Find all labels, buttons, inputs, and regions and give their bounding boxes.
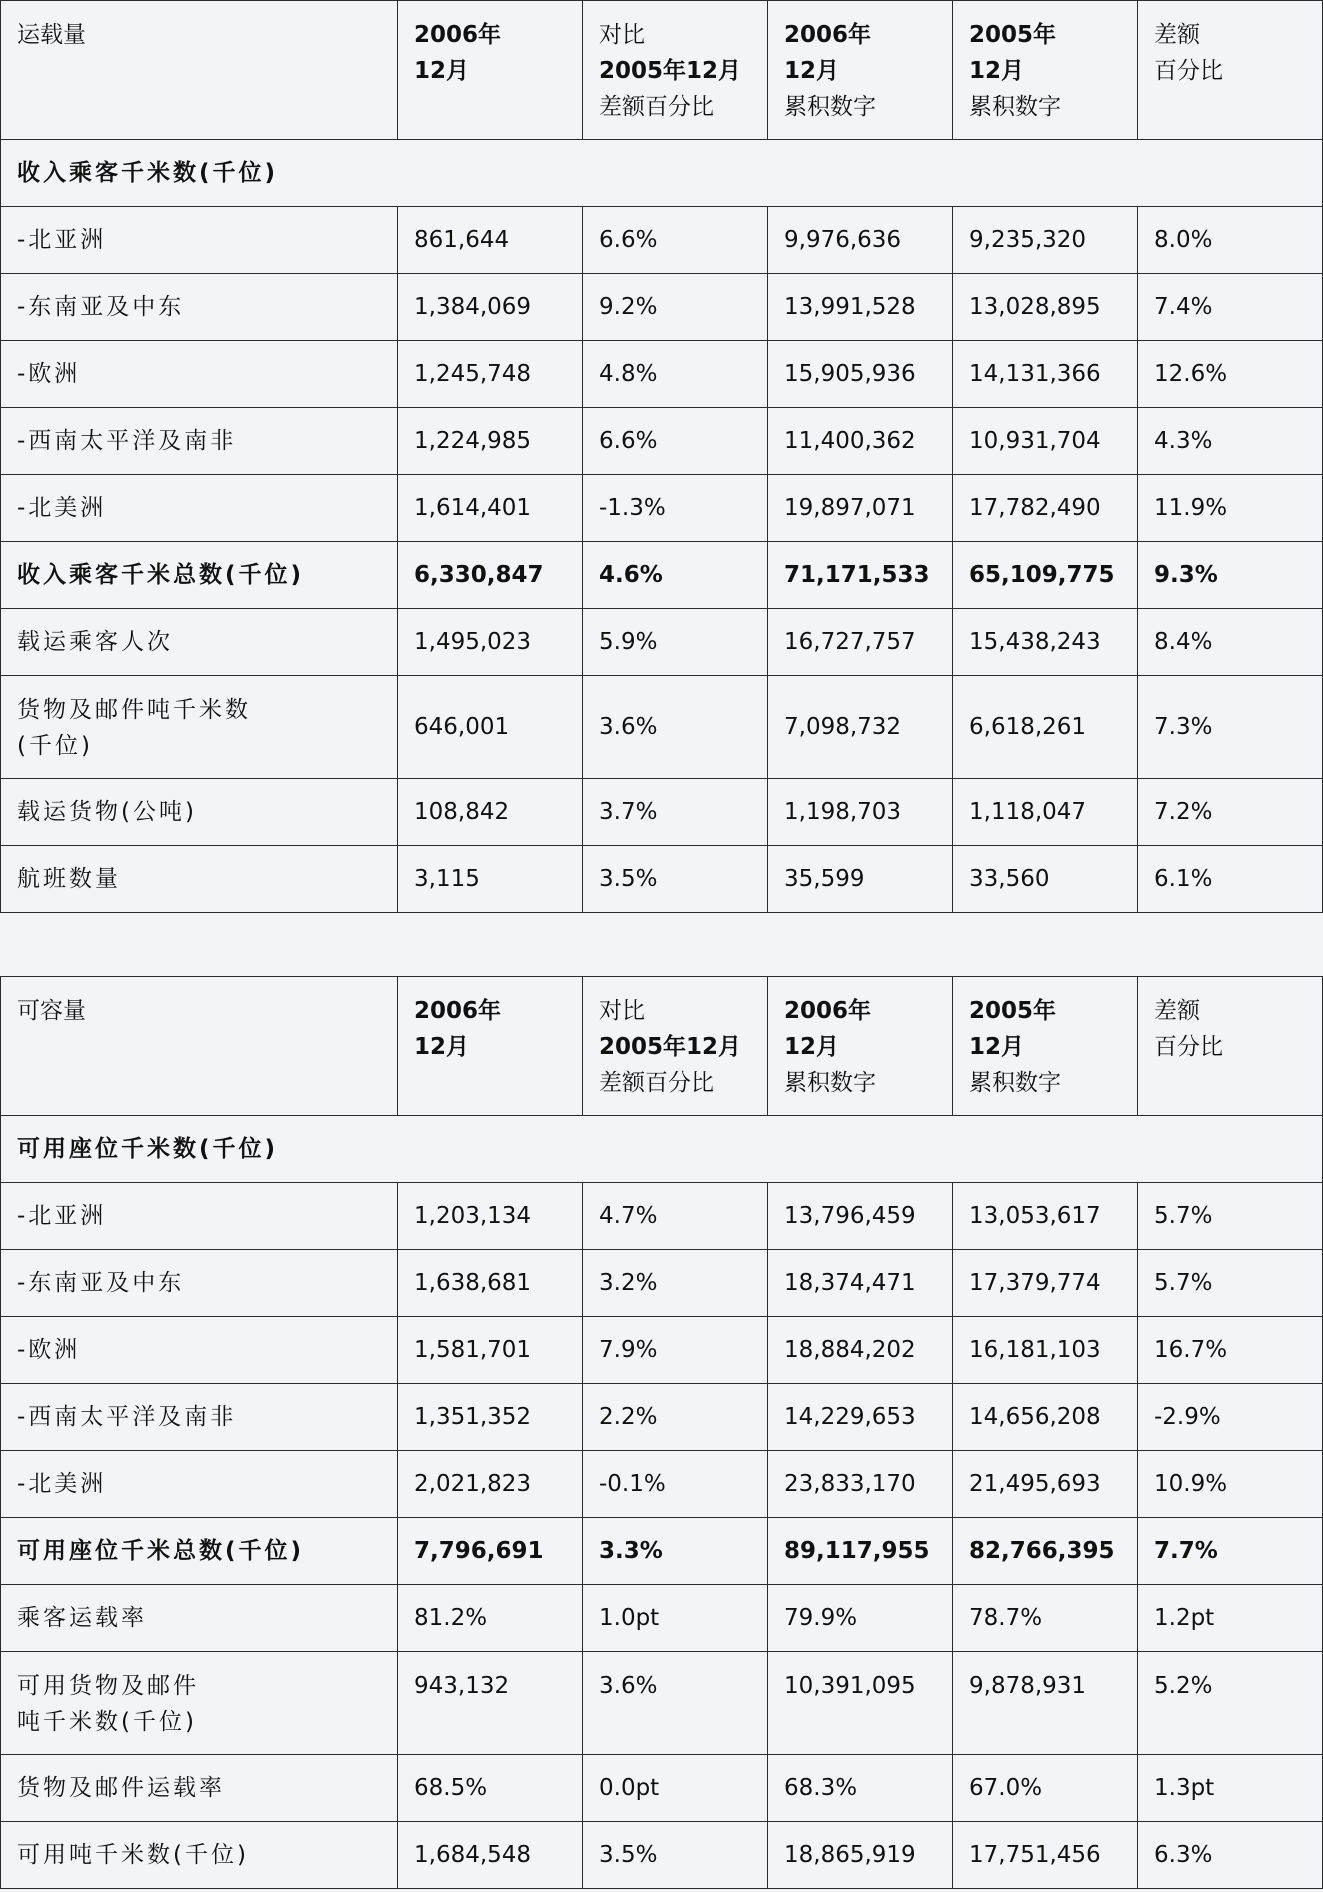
cell: 3.7% (583, 779, 768, 846)
header-diff-percent: 差额 百分比 (1138, 1, 1323, 140)
section-row (1, 1116, 1323, 1183)
table-row (1, 1250, 1323, 1317)
cell: 13,053,617 (953, 1183, 1138, 1250)
cell: 4.6% (583, 542, 768, 609)
cell: 13,028,895 (953, 274, 1138, 341)
table-row (1, 1822, 1323, 1889)
cell: 78.7% (953, 1585, 1138, 1652)
cell: 6.1% (1138, 846, 1323, 913)
cell: 7,098,732 (768, 676, 953, 779)
cell: 1,351,352 (398, 1384, 583, 1451)
table-row (1, 475, 1323, 542)
cell: 9.2% (583, 274, 768, 341)
cell: 1,203,134 (398, 1183, 583, 1250)
cell: 5.9% (583, 609, 768, 676)
row-label: 载运乘客人次 (1, 609, 398, 676)
table-row (1, 341, 1323, 408)
cell: 65,109,775 (953, 542, 1138, 609)
table-row (1, 1652, 1323, 1755)
row-label: 载运货物(公吨) (1, 779, 398, 846)
cell: 3.5% (583, 1822, 768, 1889)
row-label: 可用吨千米数(千位) (1, 1822, 398, 1889)
cell: 861,644 (398, 207, 583, 274)
table-row (1, 609, 1323, 676)
section-label: 可用座位千米数(千位) (1, 1116, 1323, 1183)
table-row (1, 207, 1323, 274)
header-2006-dec: 2006年 12月 (398, 1, 583, 140)
capacity-title: 可容量 (1, 977, 398, 1116)
cell: 5.7% (1138, 1183, 1323, 1250)
cell: 68.5% (398, 1755, 583, 1822)
capacity-header-row (1, 977, 1323, 1116)
cell: 9,235,320 (953, 207, 1138, 274)
cell: 14,656,208 (953, 1384, 1138, 1451)
cell: 9,878,931 (953, 1652, 1138, 1755)
table-row (1, 274, 1323, 341)
section-row (1, 140, 1323, 207)
cell: 1,245,748 (398, 341, 583, 408)
cell: 6,330,847 (398, 542, 583, 609)
cell: 18,374,471 (768, 1250, 953, 1317)
cell: 943,132 (398, 1652, 583, 1755)
cell: 8.4% (1138, 609, 1323, 676)
row-label: 乘客运载率 (1, 1585, 398, 1652)
header-2005-cumulative: 2005年 12月 累积数字 (953, 977, 1138, 1116)
table-row (1, 1384, 1323, 1451)
cell: 81.2% (398, 1585, 583, 1652)
cell: 6,618,261 (953, 676, 1138, 779)
cell: 10,391,095 (768, 1652, 953, 1755)
cell: 646,001 (398, 676, 583, 779)
cell: 9,976,636 (768, 207, 953, 274)
cell: 13,796,459 (768, 1183, 953, 1250)
cell: -0.1% (583, 1451, 768, 1518)
traffic-header-row (1, 1, 1323, 140)
cell: 7.4% (1138, 274, 1323, 341)
header-2006-cumulative: 2006年 12月 累积数字 (768, 1, 953, 140)
cell: 11.9% (1138, 475, 1323, 542)
cell: 6.6% (583, 408, 768, 475)
cell: 1,495,023 (398, 609, 583, 676)
cell: 5.2% (1138, 1652, 1323, 1755)
row-label: -欧洲 (1, 1317, 398, 1384)
table-row (1, 1585, 1323, 1652)
row-label: 收入乘客千米总数(千位) (1, 542, 398, 609)
cell: 3.5% (583, 846, 768, 913)
cell: 7,796,691 (398, 1518, 583, 1585)
cell: 33,560 (953, 846, 1138, 913)
row-label: -北美洲 (1, 475, 398, 542)
cell: -1.3% (583, 475, 768, 542)
cell: 1,118,047 (953, 779, 1138, 846)
cell: 35,599 (768, 846, 953, 913)
header-2005-cumulative: 2005年 12月 累积数字 (953, 1, 1138, 140)
cell: 68.3% (768, 1755, 953, 1822)
cell: 9.3% (1138, 542, 1323, 609)
cell: 82,766,395 (953, 1518, 1138, 1585)
traffic-table (0, 0, 1323, 913)
table-row (1, 1183, 1323, 1250)
table-row (1, 1755, 1323, 1822)
cell: 89,117,955 (768, 1518, 953, 1585)
cell: 6.6% (583, 207, 768, 274)
cell: 1.3pt (1138, 1755, 1323, 1822)
cell: 4.7% (583, 1183, 768, 1250)
table-row (1, 1317, 1323, 1384)
row-label: -东南亚及中东 (1, 1250, 398, 1317)
table-row (1, 779, 1323, 846)
row-label: -欧洲 (1, 341, 398, 408)
cell: 1.0pt (583, 1585, 768, 1652)
cell: 108,842 (398, 779, 583, 846)
cell: 17,379,774 (953, 1250, 1138, 1317)
cell: 4.3% (1138, 408, 1323, 475)
cell: 21,495,693 (953, 1451, 1138, 1518)
row-label: -西南太平洋及南非 (1, 408, 398, 475)
cell: 1,638,681 (398, 1250, 583, 1317)
cell: 1,384,069 (398, 274, 583, 341)
cell: 19,897,071 (768, 475, 953, 542)
header-vs-2005-dec: 对比 2005年12月 差额百分比 (583, 977, 768, 1116)
cell: 1,614,401 (398, 475, 583, 542)
cell: 5.7% (1138, 1250, 1323, 1317)
cell: 17,751,456 (953, 1822, 1138, 1889)
cell: 14,229,653 (768, 1384, 953, 1451)
cell: 7.3% (1138, 676, 1323, 779)
total-row (1, 542, 1323, 609)
cell: 0.0pt (583, 1755, 768, 1822)
capacity-table (0, 976, 1323, 1889)
cell: 10,931,704 (953, 408, 1138, 475)
row-label: -北亚洲 (1, 1183, 398, 1250)
cell: 1.2pt (1138, 1585, 1323, 1652)
header-diff-percent: 差额 百分比 (1138, 977, 1323, 1116)
cell: 23,833,170 (768, 1451, 953, 1518)
header-vs-2005-dec: 对比 2005年12月 差额百分比 (583, 1, 768, 140)
cell: 4.8% (583, 341, 768, 408)
row-label: -西南太平洋及南非 (1, 1384, 398, 1451)
header-2006-cumulative: 2006年 12月 累积数字 (768, 977, 953, 1116)
cell: 3.6% (583, 676, 768, 779)
section-label: 收入乘客千米数(千位) (1, 140, 1323, 207)
cell: 1,198,703 (768, 779, 953, 846)
table-row (1, 1451, 1323, 1518)
cell: 8.0% (1138, 207, 1323, 274)
cell: 3.2% (583, 1250, 768, 1317)
cell: 12.6% (1138, 341, 1323, 408)
cell: 14,131,366 (953, 341, 1138, 408)
cell: 15,438,243 (953, 609, 1138, 676)
cell: 7.9% (583, 1317, 768, 1384)
cell: 10.9% (1138, 1451, 1323, 1518)
cell: 16.7% (1138, 1317, 1323, 1384)
cell: 13,991,528 (768, 274, 953, 341)
cell: 3,115 (398, 846, 583, 913)
table-row (1, 846, 1323, 913)
cell: 18,884,202 (768, 1317, 953, 1384)
cell: 67.0% (953, 1755, 1138, 1822)
cell: 16,727,757 (768, 609, 953, 676)
cell: 6.3% (1138, 1822, 1323, 1889)
cell: 15,905,936 (768, 341, 953, 408)
cell: -2.9% (1138, 1384, 1323, 1451)
row-label: -东南亚及中东 (1, 274, 398, 341)
row-label: 可用货物及邮件 吨千米数(千位) (1, 1652, 398, 1755)
row-label: 货物及邮件吨千米数 (千位) (1, 676, 398, 779)
cell: 7.2% (1138, 779, 1323, 846)
cell: 7.7% (1138, 1518, 1323, 1585)
total-row (1, 1518, 1323, 1585)
row-label: -北美洲 (1, 1451, 398, 1518)
row-label: 航班数量 (1, 846, 398, 913)
cell: 16,181,103 (953, 1317, 1138, 1384)
row-label: 可用座位千米总数(千位) (1, 1518, 398, 1585)
cell: 17,782,490 (953, 475, 1138, 542)
table-gap (0, 913, 1323, 976)
cell: 3.3% (583, 1518, 768, 1585)
cell: 2,021,823 (398, 1451, 583, 1518)
cell: 18,865,919 (768, 1822, 953, 1889)
cell: 71,171,533 (768, 542, 953, 609)
cell: 1,684,548 (398, 1822, 583, 1889)
header-2006-dec: 2006年 12月 (398, 977, 583, 1116)
cell: 2.2% (583, 1384, 768, 1451)
table-row (1, 408, 1323, 475)
cell: 1,224,985 (398, 408, 583, 475)
cell: 3.6% (583, 1652, 768, 1755)
cell: 79.9% (768, 1585, 953, 1652)
cell: 1,581,701 (398, 1317, 583, 1384)
row-label: -北亚洲 (1, 207, 398, 274)
cell: 11,400,362 (768, 408, 953, 475)
table-row (1, 676, 1323, 779)
traffic-title: 运载量 (1, 1, 398, 140)
row-label: 货物及邮件运载率 (1, 1755, 398, 1822)
